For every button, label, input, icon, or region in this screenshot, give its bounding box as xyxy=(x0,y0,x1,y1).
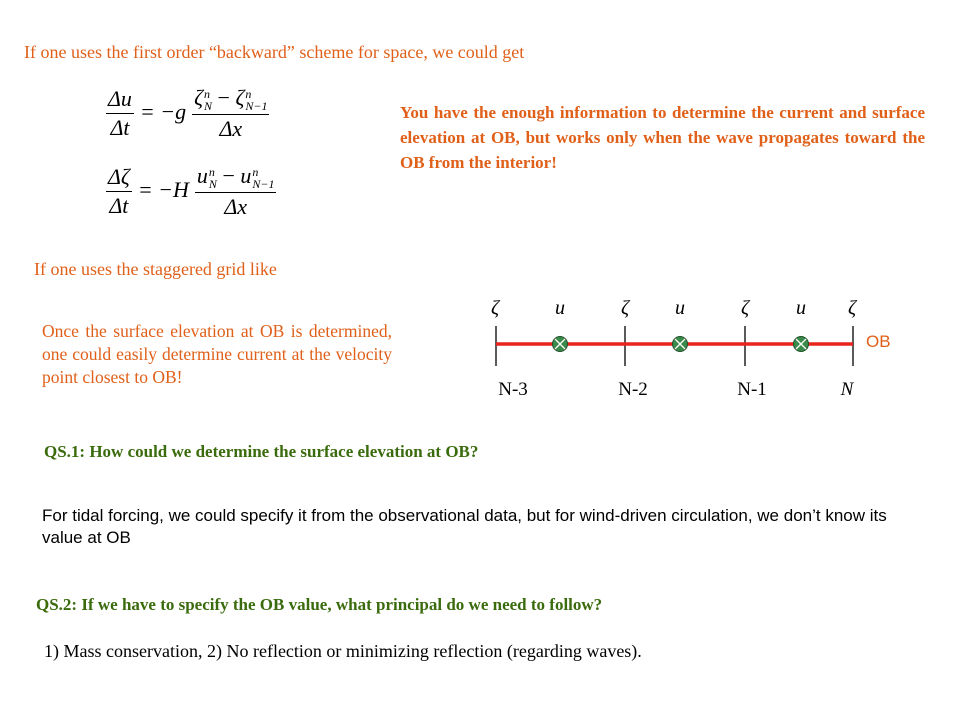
eq1-equals: = −g xyxy=(139,98,187,124)
eq1-num-b-sup: n xyxy=(245,86,252,101)
eq2-lhs-den: Δt xyxy=(109,192,129,218)
grid-label-u-2: u xyxy=(675,297,685,319)
eq1-num-a: ζ xyxy=(194,85,204,110)
grid-node-n-3: N-3 xyxy=(498,379,528,400)
eq2-minus: − xyxy=(216,163,241,188)
question-2: QS.2: If we have to specify the OB value, what principal do we need to follow? xyxy=(36,595,603,614)
eq1-num-a-sup: n xyxy=(204,86,211,101)
eq1-num-b: ζ xyxy=(235,85,245,110)
grid-label-u-3: u xyxy=(796,297,806,319)
staggered-grid-diagram xyxy=(480,290,900,410)
eq2-num-b: u xyxy=(240,163,252,188)
eq1-num-a-sub: N xyxy=(204,98,213,113)
eq2-num-b-sub: N−1 xyxy=(252,176,275,191)
eq1-rhs-den: Δx xyxy=(219,115,243,141)
ob-label: OB xyxy=(866,332,891,351)
grid-label-zeta-3: ζ xyxy=(740,297,750,319)
grid-node-n-2: N-2 xyxy=(618,379,648,400)
grid-node-n: N xyxy=(840,379,854,400)
eq2-num-a-sup: n xyxy=(208,164,215,179)
eq1-lhs-num: Δu xyxy=(106,87,134,114)
info-paragraph: You have the enough information to determine the current and surface elevation at OB, but works only when the wave propagates toward the OB from the interior! xyxy=(400,103,925,172)
eq2-lhs-num: Δζ xyxy=(106,165,132,192)
intro-text: If one uses the first order “backward” scheme for space, we could get xyxy=(24,42,525,62)
answer-line: 1) Mass conservation, 2) No reflection or minimizing reflection (regarding waves). xyxy=(44,641,642,661)
velocity-marker-2 xyxy=(673,337,688,352)
once-paragraph: Once the surface elevation at OB is determined, one could easily determine current at the velocity point closest to OB! xyxy=(42,321,392,387)
velocity-marker-1 xyxy=(553,337,568,352)
grid-node-n-1: N-1 xyxy=(737,379,767,400)
equation-momentum xyxy=(106,86,269,141)
eq2-equals: = −H xyxy=(137,176,189,202)
equation-continuity xyxy=(106,164,276,219)
grid-label-zeta-1: ζ xyxy=(490,297,500,319)
question-1: QS.1: How could we determine the surface elevation at OB? xyxy=(44,442,479,461)
velocity-marker-3 xyxy=(794,337,809,352)
eq2-num-a: u xyxy=(196,163,208,188)
grid-label-u-1: u xyxy=(555,297,565,319)
tidal-paragraph: For tidal forcing, we could specify it from the observational data, but for wind-driven circulation, we don’t know its value at OB xyxy=(42,506,887,547)
eq1-lhs-den: Δt xyxy=(110,114,130,140)
eq1-num-b-sub: N−1 xyxy=(245,98,268,113)
eq2-num-a-sub: N xyxy=(208,176,217,191)
eq2-num-b-sup: n xyxy=(252,164,259,179)
eq1-minus: − xyxy=(212,85,236,110)
staggered-grid-text: If one uses the staggered grid like xyxy=(34,259,277,279)
eq2-rhs-den: Δx xyxy=(224,193,248,219)
grid-label-zeta-4: ζ xyxy=(847,297,857,319)
grid-label-zeta-2: ζ xyxy=(620,297,630,319)
